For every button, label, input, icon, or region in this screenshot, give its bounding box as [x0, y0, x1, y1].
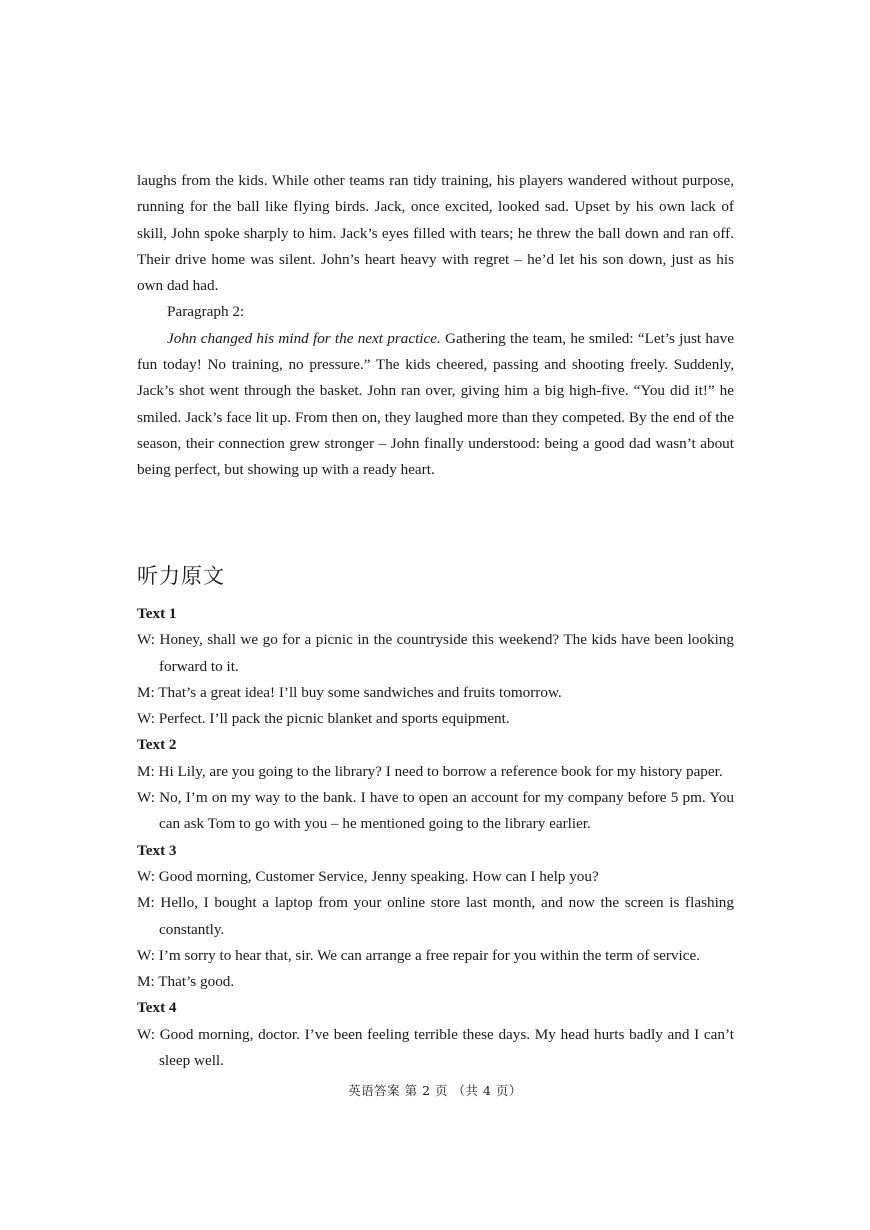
dialogue-line: W: Honey, shall we go for a picnic in the countryside this weekend? The kids have been looking forward to it.	[137, 631, 734, 675]
page-footer: 英语答案 第 2 页 （共 4 页）	[348, 1083, 522, 1098]
text-heading: Text 2	[137, 736, 177, 754]
dialogue-line: M: Hello, I bought a laptop from your online store last month, and now the screen is flashing constantly.	[137, 894, 734, 938]
story-section	[137, 168, 734, 484]
paragraph-2-lead-sentence: John changed his mind for the next practice.	[167, 329, 441, 347]
dialogue-line: W: I’m sorry to hear that, sir. We can arrange a free repair for you within the term of service.	[137, 946, 701, 964]
dialogue-line: M: Hi Lily, are you going to the library? I need to borrow a reference book for my history paper.	[137, 762, 723, 780]
paragraph-2-label: Paragraph 2:	[167, 303, 245, 321]
dialogue-line: W: Good morning, Customer Service, Jenny speaking. How can I help you?	[137, 867, 599, 885]
story-paragraph-2	[137, 326, 734, 484]
text-heading: Text 1	[137, 605, 177, 622]
section-title: 听力原文	[137, 564, 225, 588]
text-heading: Text 3	[137, 841, 177, 859]
text-heading: Text 4	[137, 999, 177, 1017]
dialogue-line: W: Good morning, doctor. I’ve been feeling terrible these days. My head hurts badly and I can’t sleep well.	[137, 1025, 734, 1070]
dialogue-line: W: Perfect. I’ll pack the picnic blanket and sports equipment.	[137, 710, 510, 728]
story-paragraph-1: laughs from the kids. While other teams ran tidy training, his players wandered without purpose, running for the ball like flying birds. Jack, once excited, looked sad. Upset by his own lack of skill, John spoke sharply to him. Jack’s eyes filled with tears; he threw the ball down and ran off. Their drive home was silent. John’s heart heavy with regret – he’d let his son down, just as his own dad had.	[137, 172, 734, 295]
paragraph-2-body: Gathering the team, he smiled: “Let’s just have fun today! No training, no pressure.” The kids cheered, passing and shooting freely. Suddenly, Jack’s shot went through the basket. John ran over, giving him a big high-five. “You did it!” he smiled. Jack’s face lit up. From then on, they laughed more than they competed. By the end of the season, their connection grew stronger – John finally understood: being a good dad wasn’t about being perfect, but showing up with a ready heart.	[137, 329, 735, 479]
dialogue-line: M: That’s a great idea! I’ll buy some sandwiches and fruits tomorrow.	[137, 683, 562, 701]
listening-transcript	[137, 601, 734, 1074]
dialogue-line: W: No, I’m on my way to the bank. I have to open an account for my company before 5 pm. You can ask Tom to go with you – he mentioned going to the library earlier.	[137, 789, 734, 833]
dialogue-line: M: That’s good.	[137, 973, 235, 991]
